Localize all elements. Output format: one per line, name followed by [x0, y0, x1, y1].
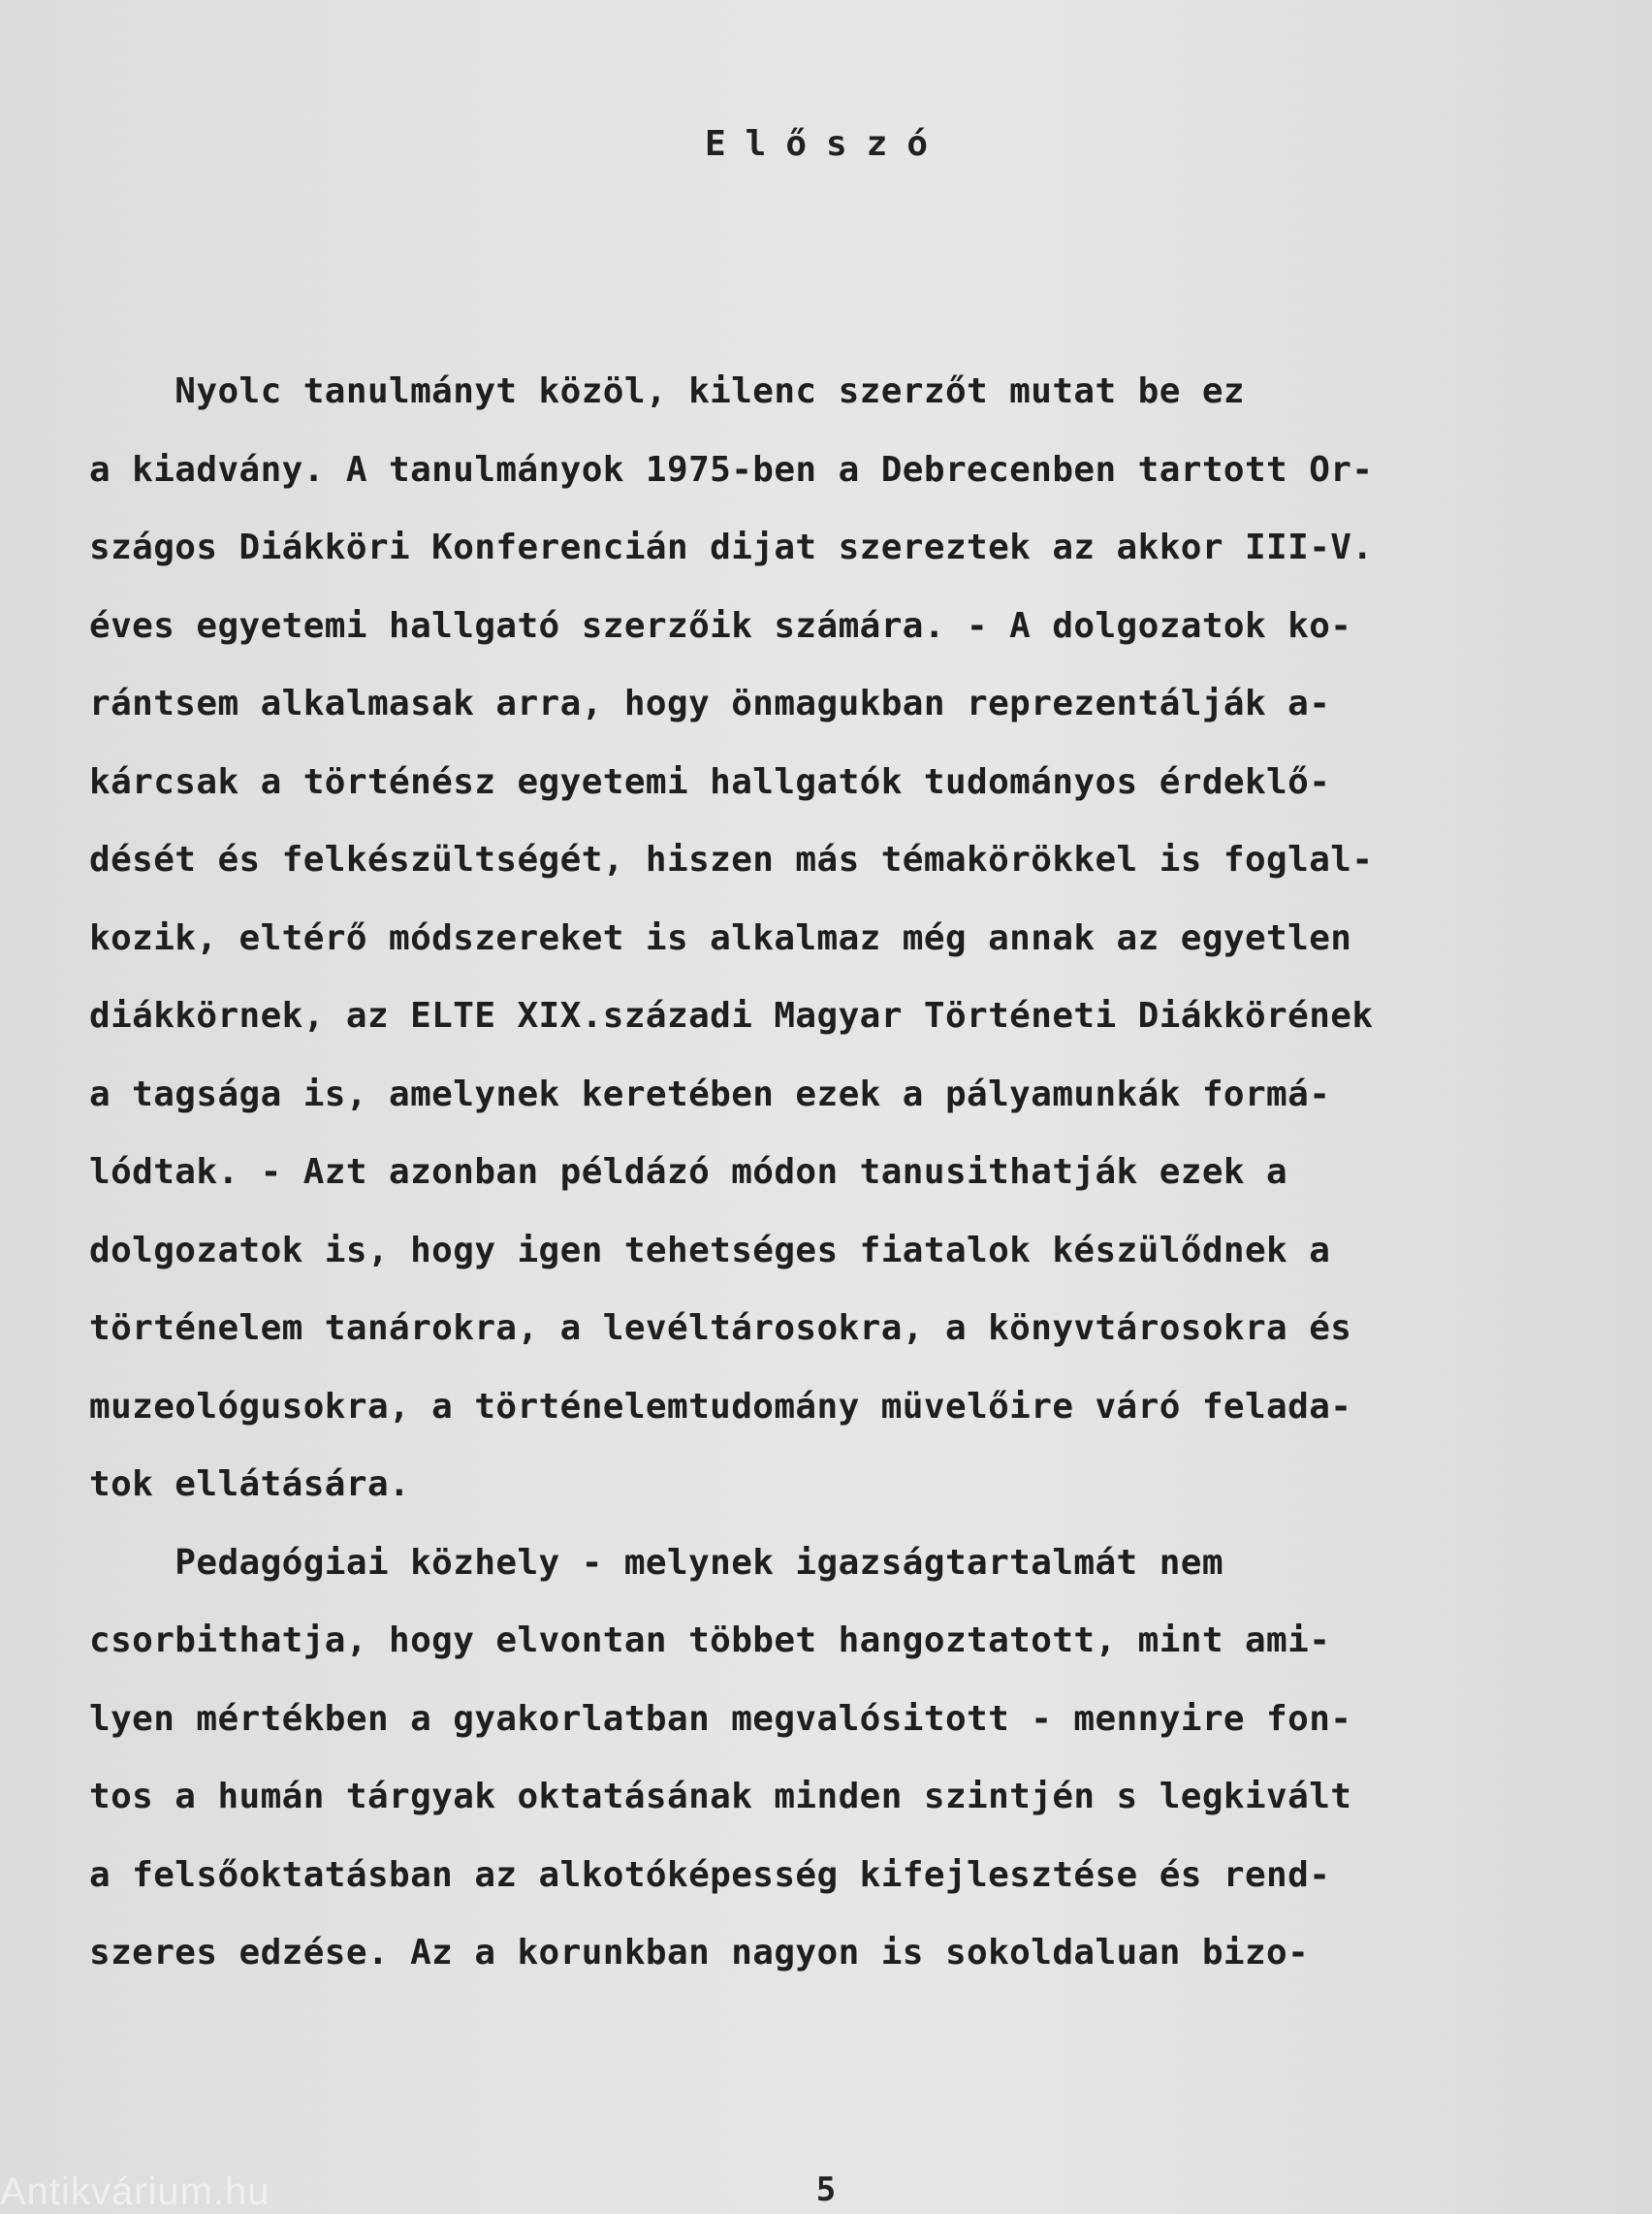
text-line: rántsem alkalmasak arra, hogy önmagukban reprezentálják a-	[89, 684, 1331, 723]
text-line: a felsőoktatásban az alkotóképesség kifejlesztése és rend-	[89, 1854, 1331, 1895]
text-line: Pedagógiai közhely - melynek igazságtartalmát nem	[89, 1542, 1223, 1583]
text-line: kozik, eltérő módszereket is alkalmaz még annak az egyetlen	[89, 917, 1352, 958]
text-line: lódtak. - Azt azonban példázó módon tanusithatják ezek a	[89, 1152, 1288, 1192]
watermark: Antikvárium.hu	[0, 2170, 270, 2213]
text-line: csorbithatja, hogy elvontan többet hangoztatott, mint ami-	[89, 1620, 1331, 1660]
body-text	[89, 353, 1563, 1993]
text-line: diákkörnek, az ELTE XIX.századi Magyar Történeti Diákkörének	[89, 996, 1374, 1036]
page-number: 5	[815, 2170, 837, 2209]
text-line: lyen mértékben a gyakorlatban megvalósitott - mennyire fon-	[89, 1698, 1352, 1739]
text-line: muzeológusokra, a történelemtudomány müvelőire váró felada-	[89, 1386, 1352, 1427]
text-line: Nyolc tanulmányt közöl, kilenc szerzőt mutat be ez	[89, 371, 1245, 411]
text-line: dését és felkészültségét, hiszen más témakörökkel is foglal-	[89, 840, 1374, 880]
text-line: dolgozatok is, hogy igen tehetséges fiatalok készülődnek a	[89, 1230, 1331, 1270]
text-line: kárcsak a történész egyetemi hallgatók tudományos érdeklő-	[89, 761, 1331, 802]
page-title: Előszó	[704, 124, 948, 164]
text-line: a tagsága is, amelynek keretében ezek a pályamunkák formá-	[89, 1074, 1331, 1114]
text-line: éves egyetemi hallgató szerzőik számára. - A dolgozatok ko-	[89, 605, 1352, 646]
text-line: a kiadvány. A tanulmányok 1975-ben a Debrecenben tartott Or-	[89, 449, 1374, 490]
text-line: tok ellátására.	[89, 1464, 411, 1504]
text-line: szágos Diákköri Konferencián dijat szereztek az akkor III-V.	[89, 528, 1374, 567]
text-line: történelem tanárokra, a levéltárosokra, a könyvtárosokra és	[89, 1308, 1352, 1348]
text-line: szeres edzése. Az a korunkban nagyon is sokoldaluan bizo-	[89, 1933, 1310, 1973]
text-line: tos a humán tárgyak oktatásának minden szintjén s legkivált	[89, 1777, 1352, 1816]
